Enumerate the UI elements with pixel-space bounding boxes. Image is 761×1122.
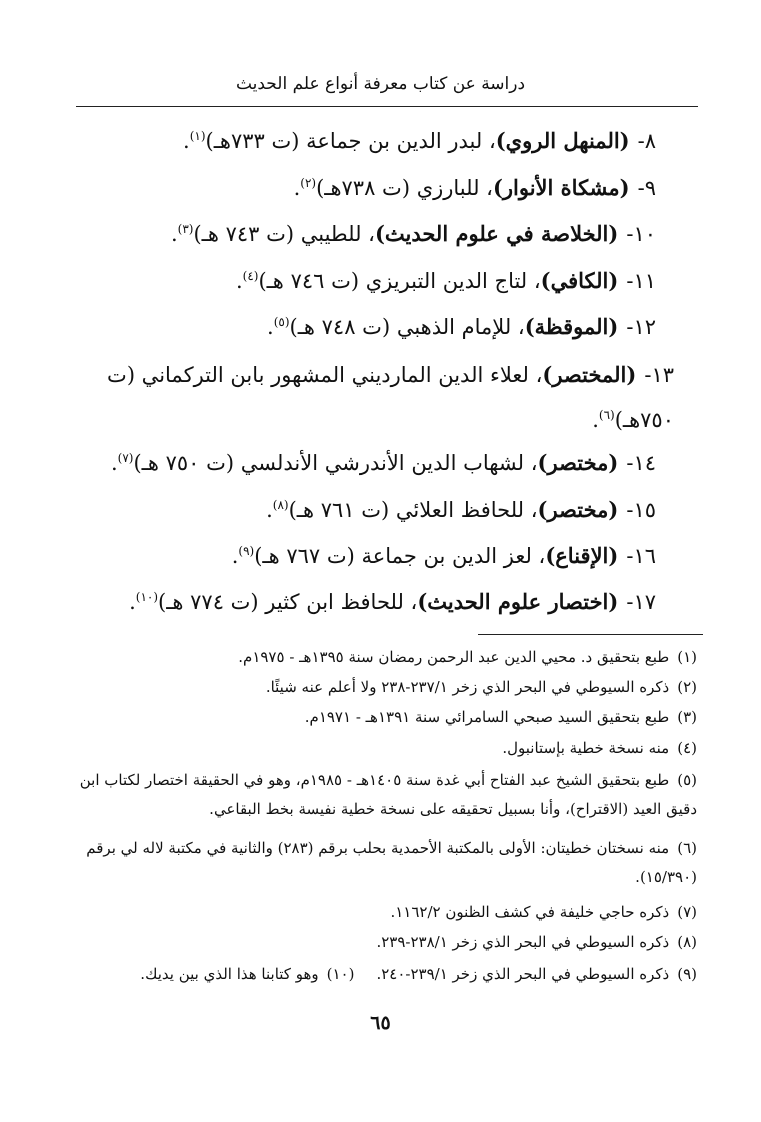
item-text: ، للطيبي (ت ٧٤٣ هـ) [193, 222, 375, 246]
list-item: ١١-(الكافي)، لتاج الدين التبريزي (ت ٧٤٦ هـ)$^{(٤)}$. [235, 268, 656, 293]
item-text: ، للحافظ ابن كثير (ت ٧٧٤ هـ) [158, 590, 418, 614]
item-text: ، للإمام الذهبي (ت ٧٤٨ هـ) [289, 315, 525, 339]
footnote-text: منه نسخة خطية بإستانبول. [502, 739, 670, 757]
footnote-ref: (٤) [242, 269, 259, 283]
footnote-ref: (٨) [272, 498, 289, 512]
item-title: (مشكاة الأنوار) [492, 175, 630, 200]
footnote [57, 643, 697, 672]
item-text: ، للحافظ العلائي (ت ٧٦١ هـ) [288, 498, 538, 522]
footnote-ref: (١) [189, 129, 206, 143]
footnote [57, 898, 697, 927]
item-text: ، لعلاء الدين المارديني المشهور بابن التركماني (ت ٧٥٠هـ) [107, 363, 674, 432]
list-item: ١٤-(مختصر)، لشهاب الدين الأندرشي الأندلسي (ت ٧٥٠ هـ)$^{(٧)}$. [110, 450, 656, 475]
list-item: ١٣-(المختصر)، لعلاء الدين المارديني المشهور بابن التركماني (ت ٧٥٠هـ)$^{(٦)}$. [107, 362, 674, 432]
item-title: (مختصر) [537, 497, 619, 522]
item-number: ١٤- [626, 451, 656, 475]
item-number: ١٧- [626, 590, 656, 614]
list-item: ١٦-(الإقناع)، لعز الدين بن جماعة (ت ٧٦٧ هـ)$^{(٩)}$. [231, 543, 656, 568]
running-header: دراسة عن كتاب معرفة أنواع علم الحديث [235, 74, 526, 94]
list-item: ٩-(مشكاة الأنوار)، للبارزي (ت ٧٣٨هـ)$^{(٢)}$. [293, 175, 656, 200]
header-rule [76, 106, 698, 107]
footnote-text: ذكره السيوطي في البحر الذي زخر ٢٣٧/١-٢٣٨ ولا أعلم عنه شيئًا. [265, 678, 670, 696]
footnote-number: (٢) [677, 678, 697, 696]
footnote-ref: (٢) [300, 176, 317, 190]
item-text: ، لتاج الدين التبريزي (ت ٧٤٦ هـ) [258, 269, 541, 293]
footnote-number: (٦) [677, 839, 697, 857]
footnote-ref: (١٠) [135, 590, 159, 604]
item-number: ٨- [637, 129, 656, 153]
item-title: (الخلاصة في علوم الحديث) [374, 221, 619, 246]
footnote-number: (٧) [677, 903, 697, 921]
footnote [57, 766, 697, 824]
item-title: (الموقظة) [524, 314, 619, 339]
list-item: ٨-(المنهل الروي)، لبدر الدين بن جماعة (ت ٧٣٣هـ)$^{(١)}$. [183, 128, 656, 153]
footnote-separator [478, 634, 703, 635]
footnote [57, 960, 697, 989]
footnote-ref: (٩) [238, 544, 255, 558]
footnote [57, 673, 697, 702]
footnote [57, 928, 697, 957]
footnote-number: (٩) [677, 965, 697, 983]
footnote [57, 734, 697, 763]
item-title: (الإقناع) [545, 543, 619, 568]
item-number: ١٢- [626, 315, 656, 339]
item-text: ، للبارزي (ت ٧٣٨هـ) [316, 176, 493, 200]
footnote-text: ذكره السيوطي في البحر الذي زخر ٢٣٨/١-٢٣٩. [376, 933, 670, 951]
footnote-number: (١) [677, 648, 697, 666]
item-title: (المختصر) [542, 362, 637, 387]
footnote-ref: (٧) [117, 451, 134, 465]
footnote-ref: (٣) [177, 222, 194, 236]
item-title: (المنهل الروي) [495, 128, 630, 153]
footnote-text: وهو كتابنا هذا الذي بين يديك. [140, 965, 319, 983]
footnote-number: (١٠) [326, 965, 355, 983]
footnote [57, 703, 697, 732]
footnote-text: ذكره حاجي خليفة في كشف الظنون ١١٦٢/٢. [390, 903, 670, 921]
footnote-number: (٤) [677, 739, 697, 757]
footnote [57, 834, 697, 892]
item-text: ، لبدر الدين بن جماعة (ت ٧٣٣هـ) [205, 129, 496, 153]
footnote-ref: (٥) [273, 315, 290, 329]
item-number: ٩- [637, 176, 656, 200]
footnote-text: طبع بتحقيق السيد صبحي السامرائي سنة ١٣٩١هـ - ١٩٧١م. [304, 708, 670, 726]
footnote-text: ذكره السيوطي في البحر الذي زخر ٢٣٩/١-٢٤٠. [376, 965, 670, 983]
footnote-number: (٣) [677, 708, 697, 726]
item-title: (الكافي) [540, 268, 619, 293]
item-number: ١١- [626, 269, 656, 293]
footnote-ref: (٦) [598, 408, 615, 422]
list-item: ١٧-(اختصار علوم الحديث)، للحافظ ابن كثير (ت ٧٧٤ هـ)$^{(١٠)}$. [129, 589, 656, 614]
item-title: (مختصر) [537, 450, 619, 475]
footnote-number: (٨) [677, 933, 697, 951]
item-number: ١٥- [626, 498, 656, 522]
item-title: (اختصار علوم الحديث) [417, 589, 619, 614]
footnote-text: منه نسختان خطيتان: الأولى بالمكتبة الأحمدية بحلب برقم (٢٨٣) والثانية في مكتبة لاله لي برقم (١٥/٣٩٠). [86, 839, 697, 886]
list-item: ١٢-(الموقظة)، للإمام الذهبي (ت ٧٤٨ هـ)$^{(٥)}$. [267, 314, 656, 339]
footnote-number: (٥) [677, 771, 697, 789]
item-text: ، لشهاب الدين الأندرشي الأندلسي (ت ٧٥٠ هـ) [133, 451, 538, 475]
footnote-text: طبع بتحقيق د. محيي الدين عبد الرحمن رمضان سنة ١٣٩٥هـ - ١٩٧٥م. [238, 648, 670, 666]
list-item: ١٠-(الخلاصة في علوم الحديث)، للطيبي (ت ٧٤٣ هـ)$^{(٣)}$. [170, 221, 656, 246]
item-text: ، لعز الدين بن جماعة (ت ٧٦٧ هـ) [254, 544, 546, 568]
item-number: ١٦- [626, 544, 656, 568]
item-number: ١٣- [644, 363, 674, 387]
item-number: ١٠- [626, 222, 656, 246]
footnote-text: طبع بتحقيق الشيخ عبد الفتاح أبي غدة سنة ١٤٠٥هـ - ١٩٨٥م، وهو في الحقيقة اختصار لكتاب ابن دقيق العيد (الاقتراح)، وأنا بسبيل تحقيقه على نسخة خطية نفيسة بخط البقاعي. [79, 771, 697, 818]
list-item: ١٥-(مختصر)، للحافظ العلائي (ت ٧٦١ هـ)$^{(٨)}$. [266, 497, 656, 522]
page-number: ٦٥ [370, 1012, 391, 1034]
